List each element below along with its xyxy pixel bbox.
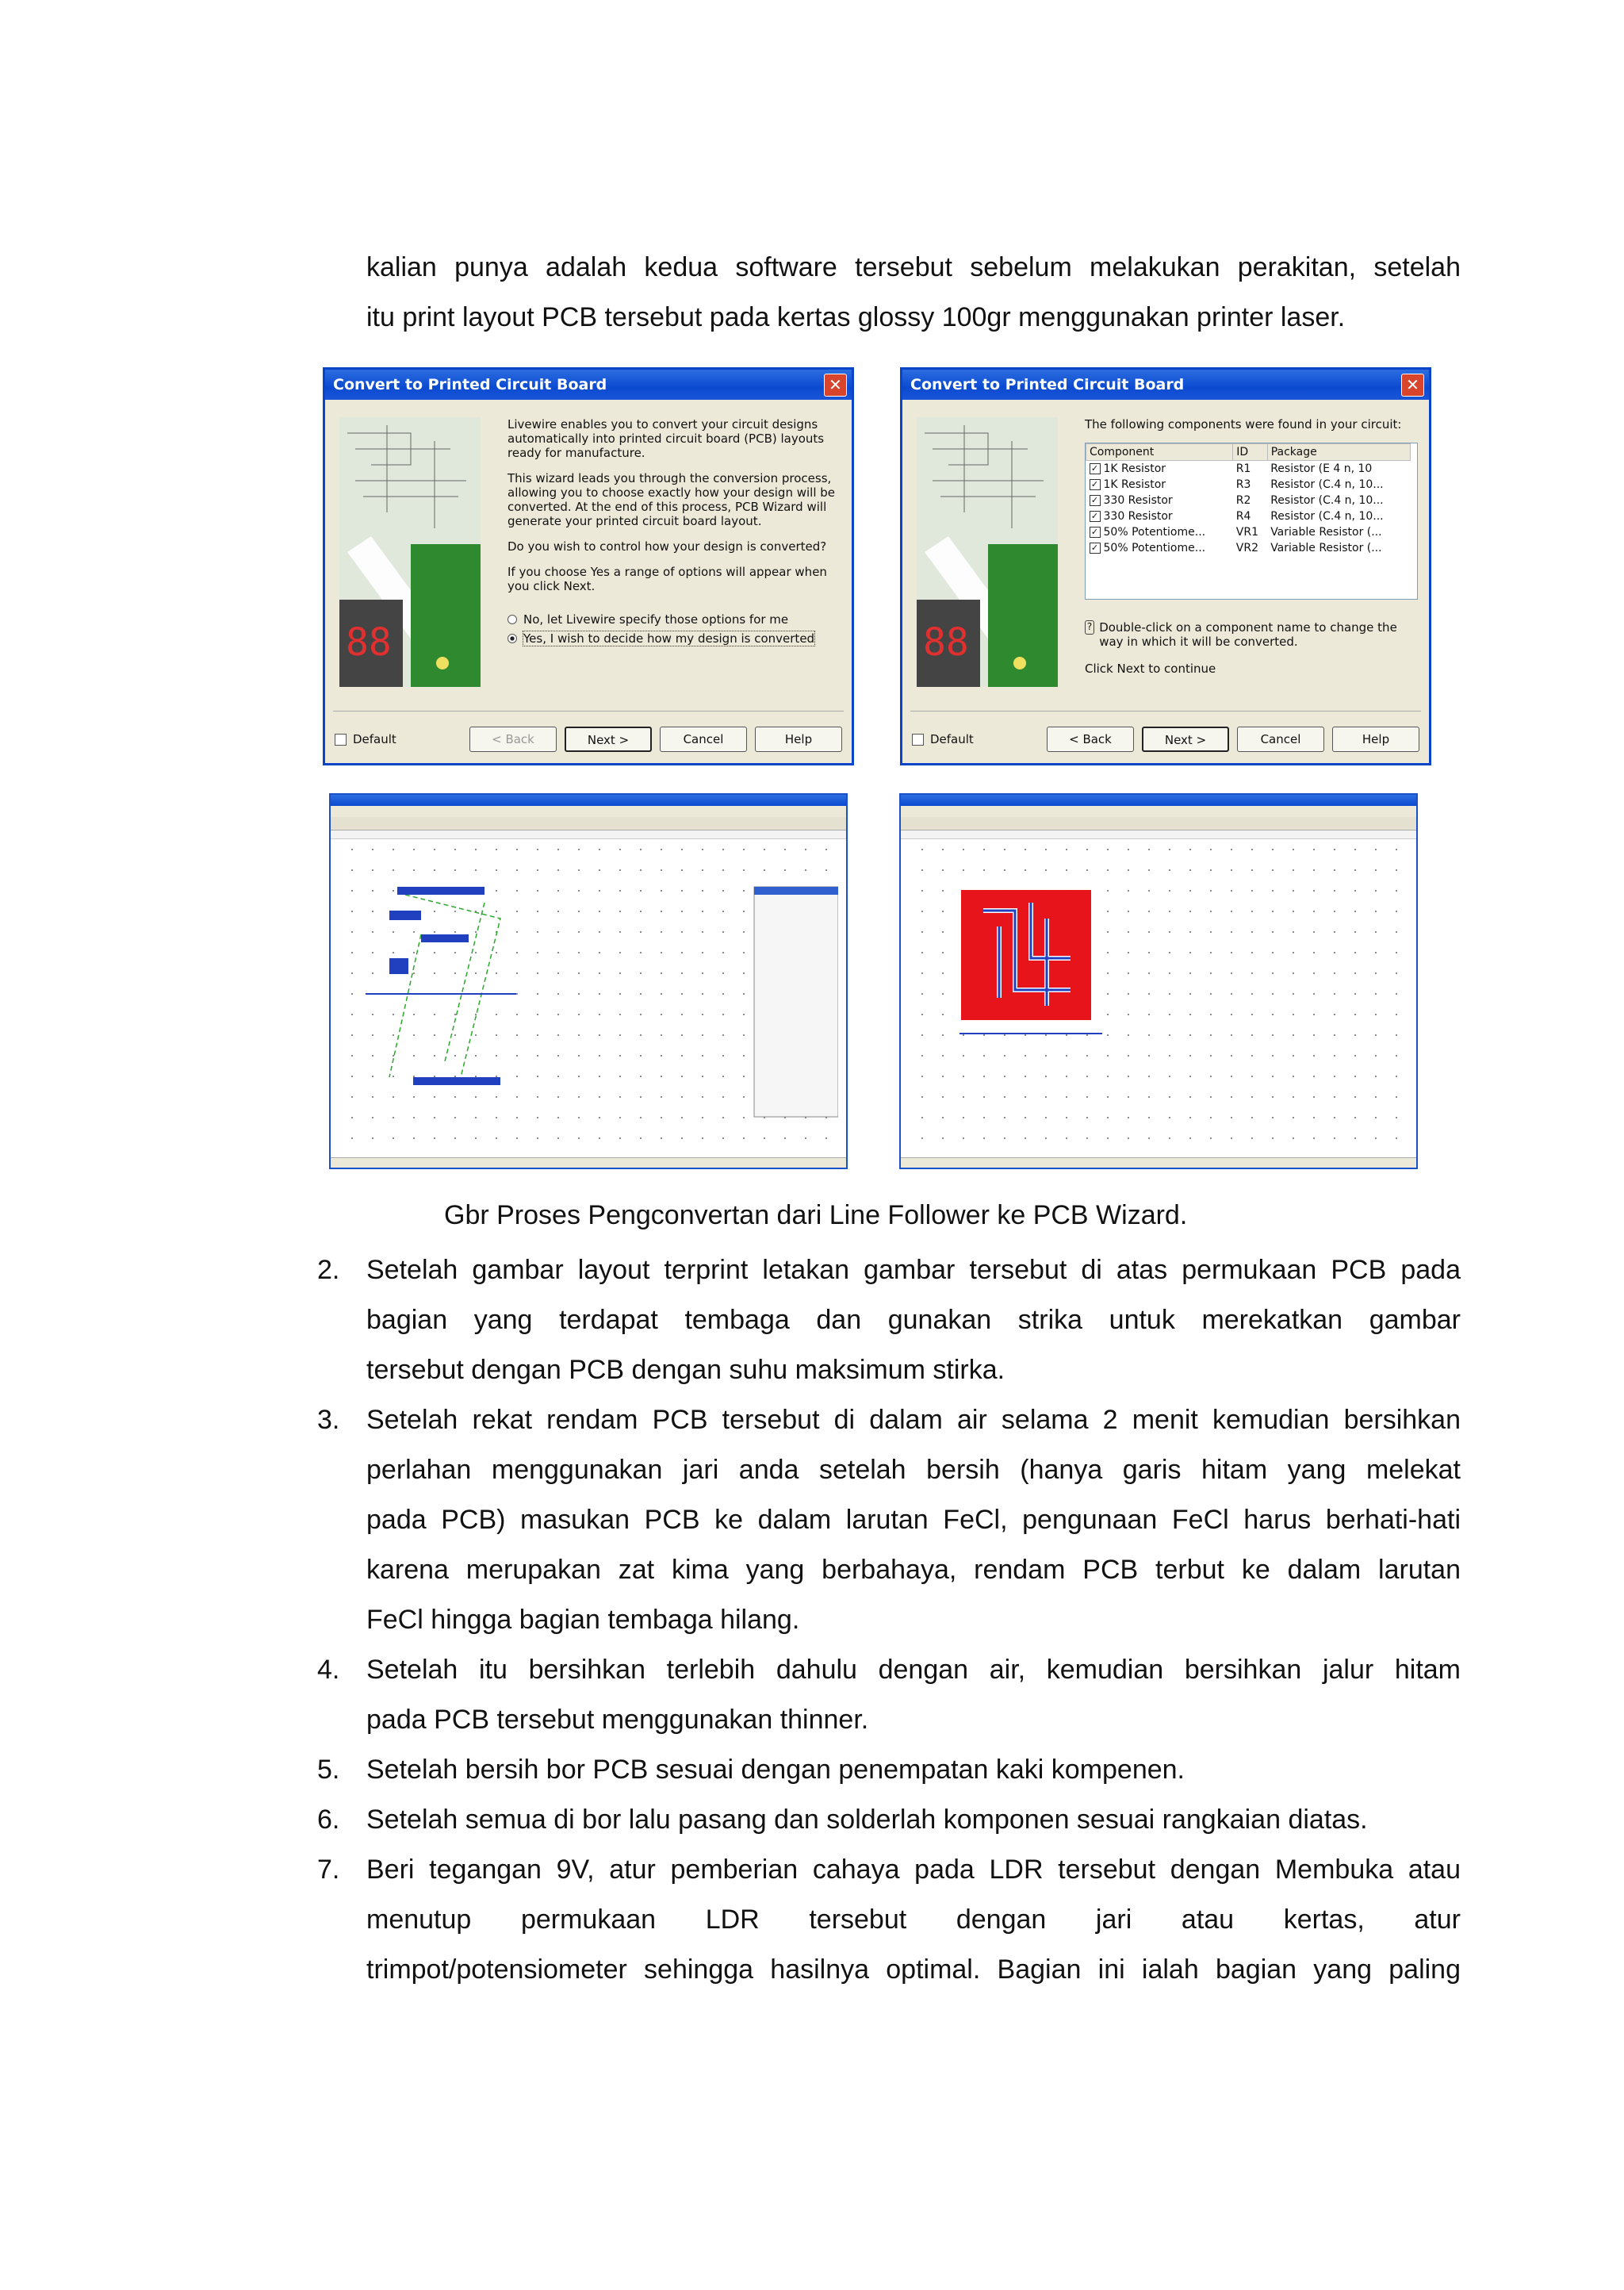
convert-dialog-welcome	[323, 367, 854, 765]
column-header[interactable]: Component	[1086, 444, 1233, 461]
radio-selected-icon[interactable]	[508, 634, 517, 643]
back-button[interactable]: < Back	[1047, 727, 1134, 752]
help-icon: ?	[1085, 620, 1094, 635]
dialog-title: Convert to Printed Circuit Board	[902, 370, 1429, 400]
component-id: VR2	[1235, 542, 1258, 554]
step-line: Setelah itu bersihkan terlebih dahulu dengan air, kemudian bersihkan jalur hitam	[366, 1655, 1461, 1685]
component-package: Resistor (C.4 n, 10...	[1270, 478, 1384, 491]
dialog-text: The following components were found in your circuit:	[1085, 417, 1402, 432]
default-label: Default	[930, 732, 974, 746]
component-id: VR1	[1235, 526, 1258, 539]
step-number: 7.	[317, 1855, 340, 1885]
list-item	[317, 1795, 1461, 1845]
step-line: menutup permukaan LDR tersebut dengan jari atau kertas, atur	[366, 1904, 1461, 1935]
component-package: Resistor (C.4 n, 10...	[1270, 510, 1384, 523]
radio-no[interactable]	[508, 612, 841, 627]
dialog-text: This wizard leads you through the conversion process, allowing you to choose exactly how your design will be converted. At the end of this process, PCB Wizard will generate your printed circuit board layout.	[508, 471, 836, 528]
close-icon[interactable]: ✕	[824, 374, 847, 397]
help-button[interactable]: Help	[755, 727, 842, 752]
dialog-text: Click Next to continue	[1085, 662, 1216, 676]
next-button[interactable]: Next >	[1142, 727, 1229, 752]
checkbox-checked-icon[interactable]: ✓	[1090, 527, 1101, 538]
step-number: 4.	[317, 1655, 340, 1685]
component-package: Variable Resistor (...	[1270, 542, 1382, 554]
component-package: Variable Resistor (...	[1270, 526, 1382, 539]
component-id: R3	[1235, 478, 1251, 491]
dialog-text: If you choose Yes a range of options will appear when you click Next.	[508, 565, 827, 593]
checkbox-checked-icon[interactable]: ✓	[1090, 495, 1101, 506]
component-package: Resistor (E 4 n, 10	[1270, 462, 1373, 475]
step-line: Setelah semua di bor lalu pasang dan solderlah komponen sesuai rangkaian diatas.	[366, 1805, 1368, 1835]
table-row[interactable]	[1086, 540, 1411, 556]
checkbox-checked-icon[interactable]: ✓	[1090, 543, 1101, 554]
next-button[interactable]: Next >	[565, 727, 652, 752]
step-number: 3.	[317, 1405, 340, 1435]
step-number: 6.	[317, 1805, 340, 1835]
cancel-button[interactable]: Cancel	[1237, 727, 1324, 752]
component-id: R4	[1235, 510, 1251, 523]
step-line: pada PCB tersebut menggunakan thinner.	[366, 1705, 869, 1735]
default-checkbox[interactable]	[912, 732, 974, 746]
step-line: Setelah gambar layout terprint letakan gambar tersebut di atas permukaan PCB pada	[366, 1255, 1461, 1285]
step-line: Setelah rekat rendam PCB tersebut di dalam air selama 2 menit kemudian bersihkan	[366, 1405, 1461, 1435]
dialog-body	[508, 417, 841, 646]
radio-label: Yes, I wish to decide how my design is converted	[523, 631, 815, 646]
default-checkbox[interactable]	[335, 732, 396, 746]
step-line: pada PCB) masukan PCB ke dalam larutan FeCl, pengunaan FeCl harus berhati-hati	[366, 1505, 1461, 1535]
step-line: bagian yang terdapat tembaga dan gunakan strika untuk merekatkan gambar	[366, 1305, 1461, 1335]
pcb-grid[interactable]	[912, 839, 1405, 1157]
pcb-editor-window-layout	[899, 793, 1418, 1169]
wizard-illustration	[339, 417, 481, 687]
table-row[interactable]	[1086, 461, 1411, 478]
step-line: karena merupakan zat kima yang berbahaya, rendam PCB terbut ke dalam larutan	[366, 1555, 1461, 1585]
cancel-button[interactable]: Cancel	[660, 727, 747, 752]
column-header[interactable]: Package	[1267, 444, 1410, 461]
intro-paragraph	[366, 243, 1461, 343]
dialog-text: Double-click on a component name to change the way in which it will be converted.	[1099, 620, 1397, 649]
radio-yes[interactable]	[508, 631, 841, 646]
table-row[interactable]	[1086, 524, 1411, 540]
intro-line: itu print layout PCB tersebut pada kertas glossy 100gr menggunakan printer laser.	[366, 302, 1346, 332]
steps-list	[317, 1245, 1461, 1995]
table-row[interactable]	[1086, 477, 1411, 493]
pcb-editor-window-ratsnest	[329, 793, 848, 1169]
pcb-grid[interactable]	[342, 839, 835, 1157]
list-item	[317, 1745, 1461, 1795]
back-button[interactable]: < Back	[469, 727, 557, 752]
wizard-illustration	[917, 417, 1058, 687]
svg-text:88: 88	[346, 620, 392, 665]
figure-caption: Gbr Proses Pengconvertan dari Line Follower ke PCB Wizard.	[444, 1200, 1188, 1230]
component-name: 50% Potentiome...	[1103, 526, 1206, 539]
step-line: tersebut dengan PCB dengan suhu maksimum stirka.	[366, 1355, 1005, 1385]
default-label: Default	[353, 732, 396, 746]
checkbox-icon[interactable]	[335, 734, 347, 746]
component-id: R1	[1235, 462, 1251, 475]
svg-text:88: 88	[923, 620, 969, 665]
component-name: 1K Resistor	[1103, 462, 1166, 475]
step-line: perlahan menggunakan jari anda setelah bersih (hanya garis hitam yang melekat	[366, 1455, 1461, 1485]
hint-row	[1085, 620, 1418, 649]
component-package: Resistor (C.4 n, 10...	[1270, 494, 1384, 507]
convert-dialog-components	[900, 367, 1431, 765]
step-line: FeCl hingga bagian tembaga hilang.	[366, 1605, 800, 1635]
component-name: 1K Resistor	[1103, 478, 1166, 491]
dialog-text: Do you wish to control how your design is converted?	[508, 539, 827, 554]
step-line: Setelah bersih bor PCB sesuai dengan penempatan kaki kompenen.	[366, 1755, 1185, 1785]
checkbox-checked-icon[interactable]: ✓	[1090, 479, 1101, 490]
dialog-text: Livewire enables you to convert your circuit designs automatically into printed circuit board (PCB) layouts ready for manufacture.	[508, 417, 825, 460]
list-item	[317, 1395, 1461, 1645]
component-id: R2	[1235, 494, 1251, 507]
dialog-body	[1085, 417, 1418, 687]
radio-label: No, let Livewire specify those options for me	[523, 612, 789, 627]
dialog-title: Convert to Printed Circuit Board	[325, 370, 852, 400]
column-header[interactable]: ID	[1233, 444, 1267, 461]
checkbox-checked-icon[interactable]: ✓	[1090, 511, 1101, 522]
step-line: trimpot/potensiometer sehingga hasilnya optimal. Bagian ini ialah bagian yang paling	[366, 1954, 1461, 1985]
table-row[interactable]	[1086, 508, 1411, 524]
component-name: 330 Resistor	[1103, 510, 1173, 523]
radio-icon[interactable]	[508, 615, 517, 624]
step-line: Beri tegangan 9V, atur pemberian cahaya pada LDR tersebut dengan Membuka atau	[366, 1855, 1461, 1885]
help-button[interactable]: Help	[1332, 727, 1419, 752]
component-name: 330 Resistor	[1103, 494, 1173, 507]
step-number: 2.	[317, 1255, 340, 1285]
checkbox-icon[interactable]	[912, 734, 924, 746]
component-list[interactable]	[1085, 443, 1418, 600]
list-item	[317, 1245, 1461, 1395]
close-icon[interactable]: ✕	[1401, 374, 1424, 397]
component-name: 50% Potentiome...	[1103, 542, 1206, 554]
list-item	[317, 1845, 1461, 1995]
checkbox-checked-icon[interactable]: ✓	[1090, 463, 1101, 474]
list-item	[317, 1645, 1461, 1745]
intro-line: kalian punya adalah kedua software tersebut sebelum melakukan perakitan, setelah	[366, 252, 1461, 282]
step-number: 5.	[317, 1755, 340, 1785]
table-row[interactable]	[1086, 493, 1411, 508]
